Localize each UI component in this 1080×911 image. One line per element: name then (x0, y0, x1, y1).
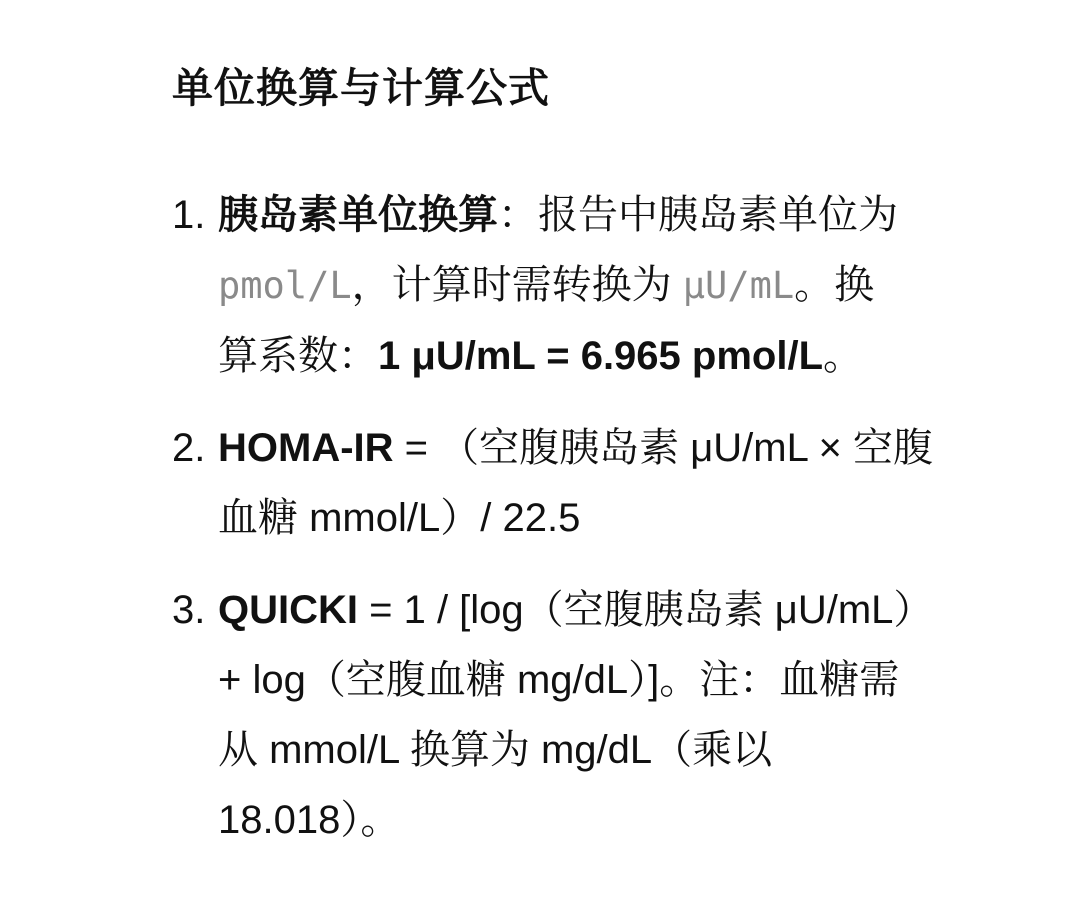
formula-line: 18.018）。 (218, 798, 401, 842)
item-text: 。 (823, 334, 863, 378)
item-label: 胰岛素单位换算 (218, 193, 498, 237)
conversion-factor: 1 μU/mL = 6.965 pmol/L (378, 334, 823, 378)
formula-line: + log（空腹血糖 mg/dL）]。注：血糖需 (218, 658, 900, 702)
item-line (218, 321, 1042, 391)
list-item-quicki (172, 575, 1042, 855)
list-number: 1. (172, 193, 206, 237)
item-text: 报告中胰岛素单位为 (538, 193, 898, 237)
item-text: 算系数： (218, 334, 378, 378)
item-line (218, 180, 1042, 250)
list-number: 3. (172, 588, 206, 632)
formula-text: = （空腹胰岛素 μU/mL × 空腹 (393, 426, 933, 470)
formula-line: 从 mmol/L 换算为 mg/dL（乘以 (218, 728, 773, 772)
formula-list (172, 180, 1042, 877)
item-label: HOMA-IR (218, 426, 394, 470)
colon: ： (498, 193, 538, 237)
formula-text: = 1 / [log（空腹胰岛素 μU/mL） (358, 588, 934, 632)
item-line (218, 413, 1042, 483)
unit-code: pmol/L (218, 264, 352, 307)
formula-line: 血糖 mmol/L）/ 22.5 (218, 496, 581, 540)
list-number: 2. (172, 426, 206, 470)
list-item-homa-ir (172, 413, 1042, 553)
unit-code: μU/mL (682, 264, 795, 307)
list-item-insulin-conversion (172, 180, 1042, 391)
item-label: QUICKI (218, 588, 358, 632)
section-heading: 单位换算与计算公式 (172, 65, 550, 111)
item-text: ，计算时需转换为 (351, 263, 683, 307)
item-line (218, 575, 1042, 645)
item-text: 。换 (794, 263, 875, 307)
item-line (218, 250, 1042, 321)
